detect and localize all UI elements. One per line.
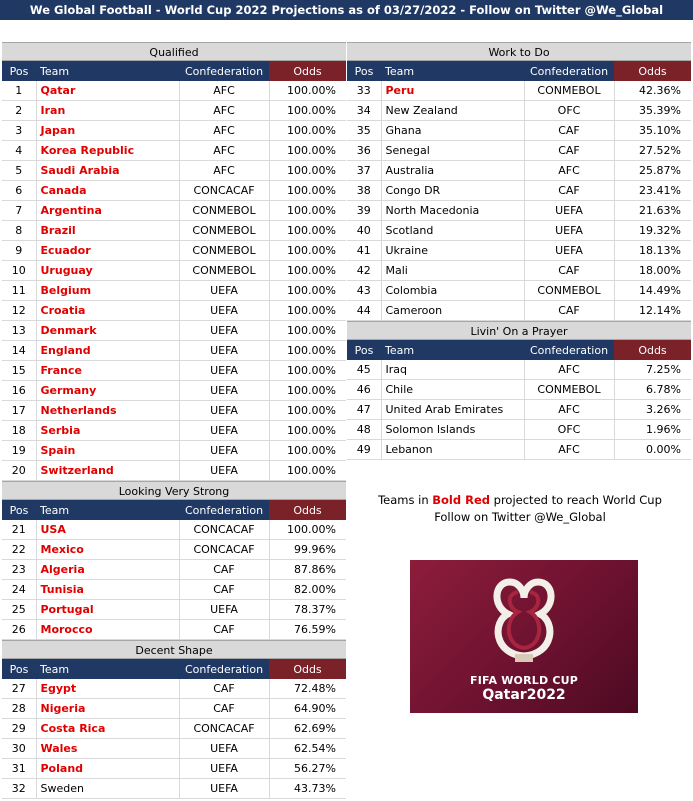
cell-team: Costa Rica [36,719,179,739]
cell-pos: 18 [2,421,36,441]
table-row [2,181,346,201]
cell-team: Argentina [36,201,179,221]
cell-odds: 87.86% [269,560,346,580]
cell-team: Morocco [36,620,179,640]
cell-conf: CAF [524,181,614,201]
cell-team: Colombia [381,281,524,301]
cell-odds: 82.00% [269,580,346,600]
cell-conf: UEFA [179,739,269,759]
cell-team: Iran [36,101,179,121]
cell-team: Spain [36,441,179,461]
cell-team: New Zealand [381,101,524,121]
cell-team: Uruguay [36,261,179,281]
table-row [2,520,346,540]
cell-pos: 47 [347,400,381,420]
table-work [347,61,691,321]
cell-odds: 100.00% [269,221,346,241]
cell-team: Qatar [36,81,179,101]
cell-odds: 7.25% [614,360,691,380]
table-row [2,81,346,101]
table-row [2,620,346,640]
table-decent [2,659,346,799]
table-header-row [347,340,691,360]
cell-pos: 21 [2,520,36,540]
table-header-row [347,61,691,81]
note-line2: Follow on Twitter @We_Global [434,510,606,524]
table-row [347,201,691,221]
note-pre: Teams in [378,493,433,507]
cell-odds: 23.41% [614,181,691,201]
cell-odds: 19.32% [614,221,691,241]
cell-pos: 10 [2,261,36,281]
cell-conf: UEFA [524,221,614,241]
logo-line2: Qatar2022 [482,687,566,703]
cell-team: Croatia [36,301,179,321]
cell-team: Saudi Arabia [36,161,179,181]
cell-odds: 14.49% [614,281,691,301]
cell-pos: 30 [2,739,36,759]
table-row [2,141,346,161]
cell-odds: 100.00% [269,201,346,221]
cell-pos: 25 [2,600,36,620]
cell-team: Algeria [36,560,179,580]
legend-note [352,492,688,526]
cell-conf: CAF [179,679,269,699]
cell-conf: CAF [524,121,614,141]
table-row [2,719,346,739]
cell-pos: 20 [2,461,36,481]
cell-pos: 3 [2,121,36,141]
cell-team: Mali [381,261,524,281]
cell-odds: 100.00% [269,141,346,161]
table-row [2,779,346,799]
cell-pos: 24 [2,580,36,600]
cell-odds: 99.96% [269,540,346,560]
table-row [2,540,346,560]
table-row [347,221,691,241]
cell-team: Peru [381,81,524,101]
cell-conf: UEFA [179,461,269,481]
table-row [2,321,346,341]
cell-pos: 11 [2,281,36,301]
cell-conf: CAF [524,301,614,321]
column-header-team: Team [381,61,524,81]
cell-pos: 46 [347,380,381,400]
table-row [347,161,691,181]
column-header-pos: Pos [2,61,36,81]
section-qualified-label: Qualified [2,42,346,61]
cell-pos: 32 [2,779,36,799]
column-header-conf: Confederation [179,61,269,81]
column-header-conf: Confederation [524,61,614,81]
column-header-pos: Pos [2,500,36,520]
column-header-odds: Odds [269,500,346,520]
table-row [2,679,346,699]
cell-conf: UEFA [179,361,269,381]
cell-conf: CAF [179,580,269,600]
column-header-odds: Odds [269,659,346,679]
cell-team: Germany [36,381,179,401]
cell-team: Mexico [36,540,179,560]
cell-odds: 100.00% [269,121,346,141]
cell-odds: 100.00% [269,181,346,201]
cell-pos: 2 [2,101,36,121]
table-row [2,699,346,719]
table-row [2,361,346,381]
cell-team: Australia [381,161,524,181]
cell-odds: 76.59% [269,620,346,640]
cell-pos: 26 [2,620,36,640]
table-row [347,181,691,201]
cell-odds: 100.00% [269,301,346,321]
cell-team: Scotland [381,221,524,241]
cell-odds: 35.39% [614,101,691,121]
cell-pos: 19 [2,441,36,461]
cell-pos: 17 [2,401,36,421]
cell-conf: CAF [524,261,614,281]
cell-conf: UEFA [179,779,269,799]
cell-odds: 100.00% [269,101,346,121]
cell-pos: 33 [347,81,381,101]
note-highlight: Bold Red [432,493,490,507]
cell-team: Congo DR [381,181,524,201]
cell-conf: AFC [179,141,269,161]
cell-odds: 100.00% [269,421,346,441]
cell-odds: 43.73% [269,779,346,799]
cell-conf: UEFA [179,281,269,301]
cell-pos: 34 [347,101,381,121]
cell-pos: 48 [347,420,381,440]
table-strong [2,500,346,640]
left-column [2,42,346,799]
cell-odds: 18.13% [614,241,691,261]
cell-conf: UEFA [524,201,614,221]
cell-conf: CONCACAF [179,181,269,201]
table-row [347,301,691,321]
table-row [347,420,691,440]
cell-pos: 16 [2,381,36,401]
cell-conf: UEFA [179,759,269,779]
cell-team: Solomon Islands [381,420,524,440]
table-row [2,441,346,461]
cell-team: Brazil [36,221,179,241]
page-title: We Global Football - World Cup 2022 Projections as of 03/27/2022 - Follow on Twitter @We_Global [0,0,693,20]
cell-team: Korea Republic [36,141,179,161]
cell-pos: 27 [2,679,36,699]
table-row [347,141,691,161]
cell-odds: 0.00% [614,440,691,460]
cell-conf: CONMEBOL [179,221,269,241]
cell-pos: 31 [2,759,36,779]
cell-conf: CONMEBOL [179,201,269,221]
cell-pos: 43 [347,281,381,301]
column-header-conf: Confederation [179,659,269,679]
section-work-label: Work to Do [347,42,691,61]
cell-conf: UEFA [524,241,614,261]
table-row [2,580,346,600]
cell-conf: CONMEBOL [524,380,614,400]
fifa-world-cup-emblem-icon [410,564,638,674]
fifa-world-cup-logo [410,560,638,713]
cell-odds: 78.37% [269,600,346,620]
cell-conf: AFC [179,161,269,181]
column-header-conf: Confederation [524,340,614,360]
cell-odds: 42.36% [614,81,691,101]
cell-conf: AFC [524,440,614,460]
cell-pos: 40 [347,221,381,241]
column-header-pos: Pos [347,340,381,360]
cell-pos: 42 [347,261,381,281]
cell-conf: CONCACAF [179,540,269,560]
cell-conf: UEFA [179,381,269,401]
cell-conf: OFC [524,420,614,440]
section-decent-label: Decent Shape [2,640,346,659]
cell-odds: 62.54% [269,739,346,759]
cell-pos: 29 [2,719,36,739]
cell-conf: AFC [179,101,269,121]
cell-odds: 56.27% [269,759,346,779]
cell-team: England [36,341,179,361]
table-row [2,600,346,620]
column-header-team: Team [36,500,179,520]
cell-odds: 27.52% [614,141,691,161]
logo-line1: FIFA WORLD CUP [470,674,578,687]
cell-conf: UEFA [179,421,269,441]
table-row [2,261,346,281]
table-row [347,121,691,141]
cell-pos: 38 [347,181,381,201]
cell-odds: 6.78% [614,380,691,400]
table-row [2,341,346,361]
cell-team: Tunisia [36,580,179,600]
cell-pos: 15 [2,361,36,381]
table-row [2,739,346,759]
cell-team: Nigeria [36,699,179,719]
table-row [2,121,346,141]
column-header-pos: Pos [347,61,381,81]
cell-team: Canada [36,181,179,201]
cell-conf: AFC [179,81,269,101]
table-row [2,421,346,441]
cell-odds: 100.00% [269,520,346,540]
cell-team: Ecuador [36,241,179,261]
column-header-conf: Confederation [179,500,269,520]
cell-team: Iraq [381,360,524,380]
cell-odds: 18.00% [614,261,691,281]
cell-pos: 5 [2,161,36,181]
cell-pos: 28 [2,699,36,719]
table-row [2,161,346,181]
cell-team: USA [36,520,179,540]
cell-team: Sweden [36,779,179,799]
cell-odds: 100.00% [269,361,346,381]
cell-odds: 100.00% [269,241,346,261]
cell-team: Senegal [381,141,524,161]
cell-team: Wales [36,739,179,759]
table-prayer [347,340,691,460]
cell-conf: CAF [179,620,269,640]
cell-conf: AFC [524,360,614,380]
cell-conf: CONMEBOL [524,281,614,301]
table-row [347,241,691,261]
cell-conf: CAF [179,560,269,580]
table-row [2,221,346,241]
cell-odds: 25.87% [614,161,691,181]
cell-conf: CAF [524,141,614,161]
cell-pos: 1 [2,81,36,101]
cell-team: Egypt [36,679,179,699]
cell-conf: AFC [179,121,269,141]
cell-pos: 35 [347,121,381,141]
cell-pos: 13 [2,321,36,341]
cell-team: North Macedonia [381,201,524,221]
cell-odds: 72.48% [269,679,346,699]
table-qualified [2,61,346,481]
table-row [2,281,346,301]
section-strong-label: Looking Very Strong [2,481,346,500]
cell-odds: 35.10% [614,121,691,141]
table-row [2,241,346,261]
cell-conf: CAF [179,699,269,719]
table-row [347,440,691,460]
table-header-row [2,61,346,81]
cell-odds: 3.26% [614,400,691,420]
cell-odds: 100.00% [269,381,346,401]
cell-team: Netherlands [36,401,179,421]
cell-odds: 1.96% [614,420,691,440]
cell-team: Cameroon [381,301,524,321]
cell-pos: 14 [2,341,36,361]
cell-conf: UEFA [179,341,269,361]
cell-pos: 39 [347,201,381,221]
cell-pos: 8 [2,221,36,241]
cell-conf: CONMEBOL [179,241,269,261]
cell-odds: 100.00% [269,461,346,481]
table-row [2,461,346,481]
cell-conf: UEFA [179,441,269,461]
cell-odds: 12.14% [614,301,691,321]
column-header-odds: Odds [614,61,691,81]
table-row [2,759,346,779]
table-row [2,201,346,221]
cell-pos: 41 [347,241,381,261]
cell-team: Denmark [36,321,179,341]
cell-team: Lebanon [381,440,524,460]
column-header-team: Team [381,340,524,360]
cell-team: France [36,361,179,381]
cell-conf: AFC [524,400,614,420]
cell-conf: UEFA [179,401,269,421]
table-row [347,360,691,380]
cell-team: Belgium [36,281,179,301]
table-row [2,560,346,580]
cell-odds: 100.00% [269,161,346,181]
cell-pos: 6 [2,181,36,201]
cell-conf: CONMEBOL [179,261,269,281]
cell-odds: 62.69% [269,719,346,739]
column-header-odds: Odds [269,61,346,81]
cell-team: Serbia [36,421,179,441]
cell-odds: 100.00% [269,261,346,281]
column-header-team: Team [36,659,179,679]
cell-odds: 64.90% [269,699,346,719]
cell-team: Japan [36,121,179,141]
cell-conf: CONCACAF [179,719,269,739]
table-header-row [2,659,346,679]
table-row [347,81,691,101]
table-row [347,400,691,420]
section-prayer-label: Livin' On a Prayer [347,321,691,340]
cell-conf: UEFA [179,301,269,321]
cell-odds: 100.00% [269,281,346,301]
cell-team: Poland [36,759,179,779]
cell-pos: 4 [2,141,36,161]
cell-odds: 100.00% [269,81,346,101]
cell-team: Portugal [36,600,179,620]
table-row [2,401,346,421]
cell-conf: CONMEBOL [524,81,614,101]
column-header-team: Team [36,61,179,81]
cell-pos: 12 [2,301,36,321]
table-row [2,301,346,321]
cell-team: Switzerland [36,461,179,481]
cell-pos: 7 [2,201,36,221]
cell-team: Ghana [381,121,524,141]
table-header-row [2,500,346,520]
cell-conf: OFC [524,101,614,121]
cell-odds: 100.00% [269,441,346,461]
column-header-pos: Pos [2,659,36,679]
cell-pos: 23 [2,560,36,580]
cell-odds: 100.00% [269,321,346,341]
cell-team: United Arab Emirates [381,400,524,420]
cell-odds: 100.00% [269,401,346,421]
cell-conf: UEFA [179,321,269,341]
cell-pos: 36 [347,141,381,161]
cell-pos: 22 [2,540,36,560]
cell-odds: 21.63% [614,201,691,221]
table-row [2,381,346,401]
table-row [347,101,691,121]
cell-pos: 45 [347,360,381,380]
right-column [347,42,691,460]
cell-pos: 44 [347,301,381,321]
cell-team: Ukraine [381,241,524,261]
table-row [347,380,691,400]
table-row [347,281,691,301]
cell-pos: 9 [2,241,36,261]
column-header-odds: Odds [614,340,691,360]
table-row [347,261,691,281]
cell-team: Chile [381,380,524,400]
cell-pos: 49 [347,440,381,460]
note-post: projected to reach World Cup [490,493,662,507]
cell-conf: AFC [524,161,614,181]
cell-odds: 100.00% [269,341,346,361]
cell-pos: 37 [347,161,381,181]
cell-conf: CONCACAF [179,520,269,540]
table-row [2,101,346,121]
cell-conf: UEFA [179,600,269,620]
